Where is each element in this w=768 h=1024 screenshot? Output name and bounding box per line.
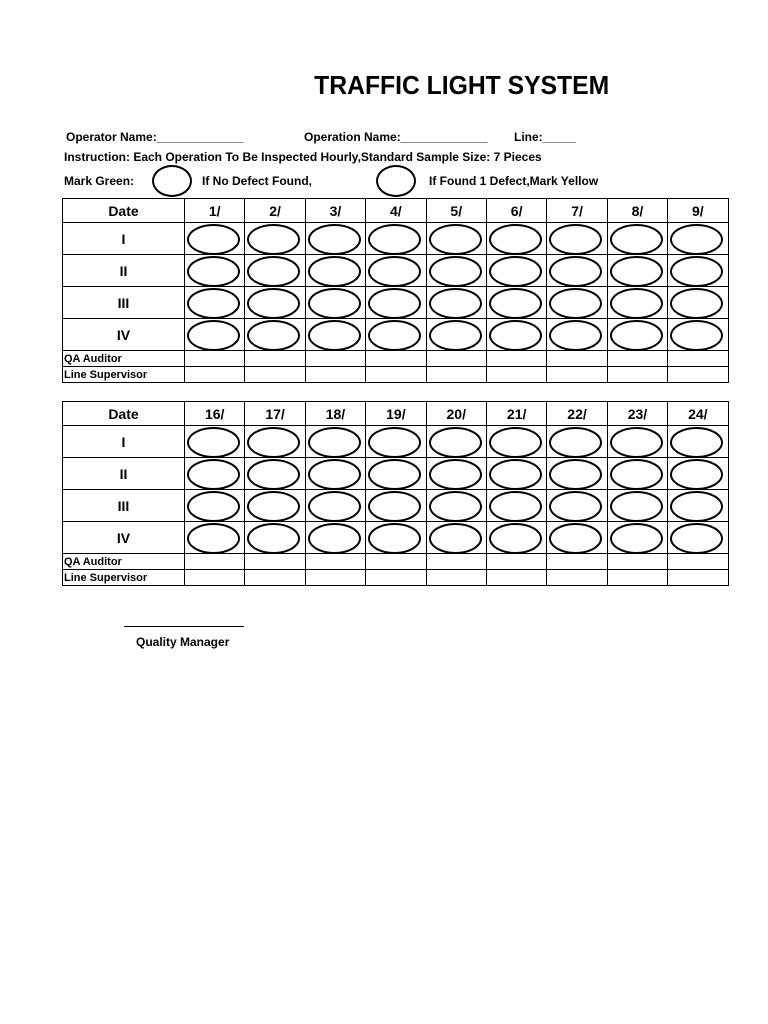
- status-oval[interactable]: [308, 459, 361, 490]
- status-oval[interactable]: [610, 256, 663, 287]
- inspection-cell[interactable]: [426, 319, 486, 351]
- status-oval[interactable]: [610, 491, 663, 522]
- inspection-cell[interactable]: [245, 319, 305, 351]
- inspection-cell[interactable]: [668, 319, 728, 351]
- status-oval[interactable]: [670, 523, 723, 554]
- inspection-cell[interactable]: [305, 287, 365, 319]
- inspection-cell[interactable]: [185, 255, 245, 287]
- signoff-cell[interactable]: [547, 554, 607, 570]
- inspection-cell[interactable]: [185, 319, 245, 351]
- date-column-header: 16/: [185, 402, 245, 426]
- status-oval[interactable]: [549, 491, 602, 522]
- status-oval[interactable]: [610, 523, 663, 554]
- status-oval[interactable]: [549, 256, 602, 287]
- legend-yellow-text: If Found 1 Defect,Mark Yellow: [429, 174, 599, 188]
- status-oval[interactable]: [549, 523, 602, 554]
- status-oval[interactable]: [429, 320, 482, 351]
- status-oval[interactable]: [368, 523, 421, 554]
- inspection-cell[interactable]: [185, 426, 245, 458]
- status-oval[interactable]: [610, 320, 663, 351]
- status-oval[interactable]: [368, 427, 421, 458]
- status-oval[interactable]: [247, 224, 300, 255]
- date-column-header: 19/: [366, 402, 426, 426]
- hour-label: II: [63, 458, 185, 490]
- inspection-table-2: [62, 401, 729, 586]
- inspection-cell[interactable]: [607, 319, 667, 351]
- hour-label: I: [63, 426, 185, 458]
- status-oval[interactable]: [549, 427, 602, 458]
- inspection-cell[interactable]: [486, 426, 546, 458]
- inspection-cell[interactable]: [668, 255, 728, 287]
- inspection-cell[interactable]: [607, 490, 667, 522]
- inspection-row: [63, 223, 729, 255]
- signoff-cell[interactable]: [366, 554, 426, 570]
- inspection-row: [63, 522, 729, 554]
- inspection-cell[interactable]: [305, 319, 365, 351]
- signoff-cell[interactable]: [185, 367, 245, 383]
- inspection-cell[interactable]: [245, 287, 305, 319]
- inspection-cell[interactable]: [366, 426, 426, 458]
- signoff-cell[interactable]: [486, 554, 546, 570]
- hour-label: III: [63, 287, 185, 319]
- status-oval[interactable]: [670, 256, 723, 287]
- status-oval[interactable]: [308, 491, 361, 522]
- status-oval[interactable]: [187, 491, 240, 522]
- status-oval[interactable]: [308, 224, 361, 255]
- signoff-cell[interactable]: [486, 570, 546, 586]
- date-column-header: 6/: [486, 199, 546, 223]
- signoff-cell[interactable]: [426, 570, 486, 586]
- inspection-cell[interactable]: [426, 287, 486, 319]
- signoff-cell[interactable]: [185, 351, 245, 367]
- signoff-cell[interactable]: [305, 367, 365, 383]
- page-title: TRAFFIC LIGHT SYSTEM: [314, 70, 610, 100]
- inspection-cell[interactable]: [547, 458, 607, 490]
- signoff-cell[interactable]: [607, 554, 667, 570]
- status-oval[interactable]: [489, 459, 542, 490]
- quality-manager-label: Quality Manager: [136, 635, 230, 649]
- date-column-header: 22/: [547, 402, 607, 426]
- inspection-cell[interactable]: [245, 458, 305, 490]
- status-oval[interactable]: [429, 491, 482, 522]
- status-oval[interactable]: [187, 427, 240, 458]
- status-oval[interactable]: [670, 224, 723, 255]
- inspection-cell[interactable]: [366, 522, 426, 554]
- date-column-header: 17/: [245, 402, 305, 426]
- signoff-cell[interactable]: [305, 554, 365, 570]
- status-oval[interactable]: [187, 256, 240, 287]
- inspection-cell[interactable]: [607, 287, 667, 319]
- instruction-text: Instruction: Each Operation To Be Inspected Hourly,Standard Sample Size: 7 Pieces: [64, 150, 542, 164]
- signoff-cell[interactable]: [668, 554, 728, 570]
- status-oval[interactable]: [247, 459, 300, 490]
- inspection-cell[interactable]: [426, 255, 486, 287]
- inspection-cell[interactable]: [547, 319, 607, 351]
- status-oval[interactable]: [368, 224, 421, 255]
- date-column-header: 8/: [607, 199, 667, 223]
- signoff-label: QA Auditor: [63, 554, 185, 570]
- signoff-cell[interactable]: [607, 351, 667, 367]
- status-oval[interactable]: [247, 256, 300, 287]
- inspection-cell[interactable]: [547, 287, 607, 319]
- status-oval[interactable]: [429, 523, 482, 554]
- inspection-row: [63, 319, 729, 351]
- inspection-cell[interactable]: [607, 522, 667, 554]
- status-oval[interactable]: [429, 224, 482, 255]
- status-oval[interactable]: [610, 288, 663, 319]
- inspection-cell[interactable]: [366, 255, 426, 287]
- status-oval[interactable]: [549, 320, 602, 351]
- signoff-row: [63, 367, 729, 383]
- inspection-cell[interactable]: [607, 426, 667, 458]
- inspection-cell[interactable]: [426, 490, 486, 522]
- inspection-cell[interactable]: [486, 223, 546, 255]
- inspection-cell[interactable]: [426, 426, 486, 458]
- inspection-cell[interactable]: [185, 490, 245, 522]
- inspection-cell[interactable]: [668, 458, 728, 490]
- inspection-cell[interactable]: [426, 522, 486, 554]
- status-oval[interactable]: [610, 427, 663, 458]
- status-oval[interactable]: [247, 523, 300, 554]
- inspection-cell[interactable]: [366, 223, 426, 255]
- hour-label: IV: [63, 522, 185, 554]
- status-oval[interactable]: [187, 523, 240, 554]
- inspection-row: [63, 490, 729, 522]
- inspection-cell[interactable]: [185, 522, 245, 554]
- date-column-header: 1/: [185, 199, 245, 223]
- status-oval[interactable]: [610, 459, 663, 490]
- signoff-cell[interactable]: [245, 351, 305, 367]
- signoff-cell[interactable]: [547, 570, 607, 586]
- inspection-cell[interactable]: [486, 319, 546, 351]
- signoff-cell[interactable]: [366, 367, 426, 383]
- inspection-cell[interactable]: [486, 458, 546, 490]
- signoff-label: Line Supervisor: [63, 367, 185, 383]
- inspection-cell[interactable]: [245, 255, 305, 287]
- date-column-header: 24/: [668, 402, 728, 426]
- table-header-row: [63, 402, 729, 426]
- status-oval[interactable]: [247, 288, 300, 319]
- operator-name-field: Operator Name:_____________: [66, 130, 244, 144]
- hour-label: I: [63, 223, 185, 255]
- date-column-header: 23/: [607, 402, 667, 426]
- signoff-cell[interactable]: [607, 570, 667, 586]
- inspection-cell[interactable]: [486, 522, 546, 554]
- inspection-cell[interactable]: [245, 223, 305, 255]
- signoff-cell[interactable]: [426, 367, 486, 383]
- status-oval[interactable]: [429, 427, 482, 458]
- status-oval[interactable]: [187, 320, 240, 351]
- signoff-cell[interactable]: [547, 367, 607, 383]
- inspection-cell[interactable]: [486, 255, 546, 287]
- inspection-cell[interactable]: [547, 255, 607, 287]
- status-oval[interactable]: [308, 523, 361, 554]
- signoff-label: QA Auditor: [63, 351, 185, 367]
- legend-green-oval: [152, 165, 192, 197]
- date-column-header: 4/: [366, 199, 426, 223]
- status-oval[interactable]: [368, 288, 421, 319]
- status-oval[interactable]: [368, 320, 421, 351]
- status-oval[interactable]: [489, 320, 542, 351]
- signoff-cell[interactable]: [426, 554, 486, 570]
- hour-label: III: [63, 490, 185, 522]
- inspection-cell[interactable]: [547, 490, 607, 522]
- status-oval[interactable]: [670, 459, 723, 490]
- inspection-cell[interactable]: [486, 490, 546, 522]
- hour-label: II: [63, 255, 185, 287]
- table-header-row: [63, 199, 729, 223]
- inspection-cell[interactable]: [607, 223, 667, 255]
- inspection-cell[interactable]: [305, 255, 365, 287]
- status-oval[interactable]: [429, 256, 482, 287]
- signoff-cell[interactable]: [668, 351, 728, 367]
- date-column-header: 7/: [547, 199, 607, 223]
- signoff-cell[interactable]: [486, 351, 546, 367]
- inspection-cell[interactable]: [305, 490, 365, 522]
- status-oval[interactable]: [549, 224, 602, 255]
- inspection-cell[interactable]: [366, 287, 426, 319]
- signoff-cell[interactable]: [305, 351, 365, 367]
- signoff-cell[interactable]: [366, 570, 426, 586]
- date-column-header: 9/: [668, 199, 728, 223]
- inspection-cell[interactable]: [668, 490, 728, 522]
- status-oval[interactable]: [308, 288, 361, 319]
- status-oval[interactable]: [489, 288, 542, 319]
- inspection-cell[interactable]: [245, 426, 305, 458]
- inspection-row: [63, 426, 729, 458]
- signature-line: [124, 626, 244, 627]
- inspection-cell[interactable]: [185, 287, 245, 319]
- operation-name-field: Operation Name:_____________: [304, 130, 488, 144]
- inspection-cell[interactable]: [426, 458, 486, 490]
- signoff-cell[interactable]: [668, 570, 728, 586]
- hour-label: IV: [63, 319, 185, 351]
- signoff-cell[interactable]: [185, 570, 245, 586]
- inspection-cell[interactable]: [668, 426, 728, 458]
- status-oval[interactable]: [670, 288, 723, 319]
- inspection-cell[interactable]: [185, 458, 245, 490]
- signoff-row: [63, 351, 729, 367]
- status-oval[interactable]: [429, 288, 482, 319]
- inspection-cell[interactable]: [486, 287, 546, 319]
- legend-green-text: If No Defect Found,: [202, 174, 312, 188]
- signoff-cell[interactable]: [486, 367, 546, 383]
- status-oval[interactable]: [187, 288, 240, 319]
- status-oval[interactable]: [489, 427, 542, 458]
- status-oval[interactable]: [670, 427, 723, 458]
- inspection-cell[interactable]: [426, 223, 486, 255]
- inspection-cell[interactable]: [547, 426, 607, 458]
- inspection-cell[interactable]: [547, 522, 607, 554]
- legend-green-label: Mark Green:: [64, 174, 135, 188]
- inspection-cell[interactable]: [245, 522, 305, 554]
- inspection-table-1: [62, 198, 729, 383]
- status-oval[interactable]: [308, 427, 361, 458]
- signoff-row: [63, 570, 729, 586]
- status-oval[interactable]: [187, 459, 240, 490]
- signoff-row: [63, 554, 729, 570]
- status-oval[interactable]: [368, 491, 421, 522]
- signoff-cell[interactable]: [245, 554, 305, 570]
- inspection-cell[interactable]: [366, 319, 426, 351]
- date-header: Date: [63, 402, 185, 426]
- status-oval[interactable]: [610, 224, 663, 255]
- signoff-cell[interactable]: [185, 554, 245, 570]
- signoff-cell[interactable]: [366, 351, 426, 367]
- signoff-label: Line Supervisor: [63, 570, 185, 586]
- inspection-cell[interactable]: [668, 223, 728, 255]
- status-oval[interactable]: [368, 256, 421, 287]
- inspection-cell[interactable]: [366, 458, 426, 490]
- inspection-cell[interactable]: [668, 287, 728, 319]
- signoff-cell[interactable]: [305, 570, 365, 586]
- inspection-cell[interactable]: [366, 490, 426, 522]
- date-column-header: 21/: [486, 402, 546, 426]
- status-oval[interactable]: [549, 459, 602, 490]
- inspection-cell[interactable]: [245, 490, 305, 522]
- signoff-cell[interactable]: [245, 367, 305, 383]
- inspection-cell[interactable]: [607, 458, 667, 490]
- signoff-cell[interactable]: [607, 367, 667, 383]
- inspection-row: [63, 255, 729, 287]
- inspection-cell[interactable]: [305, 426, 365, 458]
- status-oval[interactable]: [670, 491, 723, 522]
- status-oval[interactable]: [489, 523, 542, 554]
- inspection-cell[interactable]: [547, 223, 607, 255]
- status-oval[interactable]: [489, 224, 542, 255]
- inspection-cell[interactable]: [305, 458, 365, 490]
- status-oval[interactable]: [429, 459, 482, 490]
- status-oval[interactable]: [670, 320, 723, 351]
- inspection-cell[interactable]: [305, 522, 365, 554]
- status-oval[interactable]: [308, 256, 361, 287]
- legend-yellow-oval: [376, 165, 416, 197]
- status-oval[interactable]: [247, 427, 300, 458]
- inspection-cell[interactable]: [607, 255, 667, 287]
- inspection-row: [63, 287, 729, 319]
- status-oval[interactable]: [247, 320, 300, 351]
- signoff-cell[interactable]: [668, 367, 728, 383]
- inspection-cell[interactable]: [185, 223, 245, 255]
- status-oval[interactable]: [489, 491, 542, 522]
- status-oval[interactable]: [549, 288, 602, 319]
- status-oval[interactable]: [308, 320, 361, 351]
- signoff-cell[interactable]: [245, 570, 305, 586]
- line-field: Line:_____: [514, 130, 577, 144]
- inspection-cell[interactable]: [305, 223, 365, 255]
- status-oval[interactable]: [489, 256, 542, 287]
- status-oval[interactable]: [368, 459, 421, 490]
- status-oval[interactable]: [187, 224, 240, 255]
- inspection-row: [63, 458, 729, 490]
- date-header: Date: [63, 199, 185, 223]
- status-oval[interactable]: [247, 491, 300, 522]
- inspection-cell[interactable]: [668, 522, 728, 554]
- date-column-header: 18/: [305, 402, 365, 426]
- signoff-cell[interactable]: [547, 351, 607, 367]
- signoff-cell[interactable]: [426, 351, 486, 367]
- date-column-header: 5/: [426, 199, 486, 223]
- date-column-header: 2/: [245, 199, 305, 223]
- date-column-header: 20/: [426, 402, 486, 426]
- date-column-header: 3/: [305, 199, 365, 223]
